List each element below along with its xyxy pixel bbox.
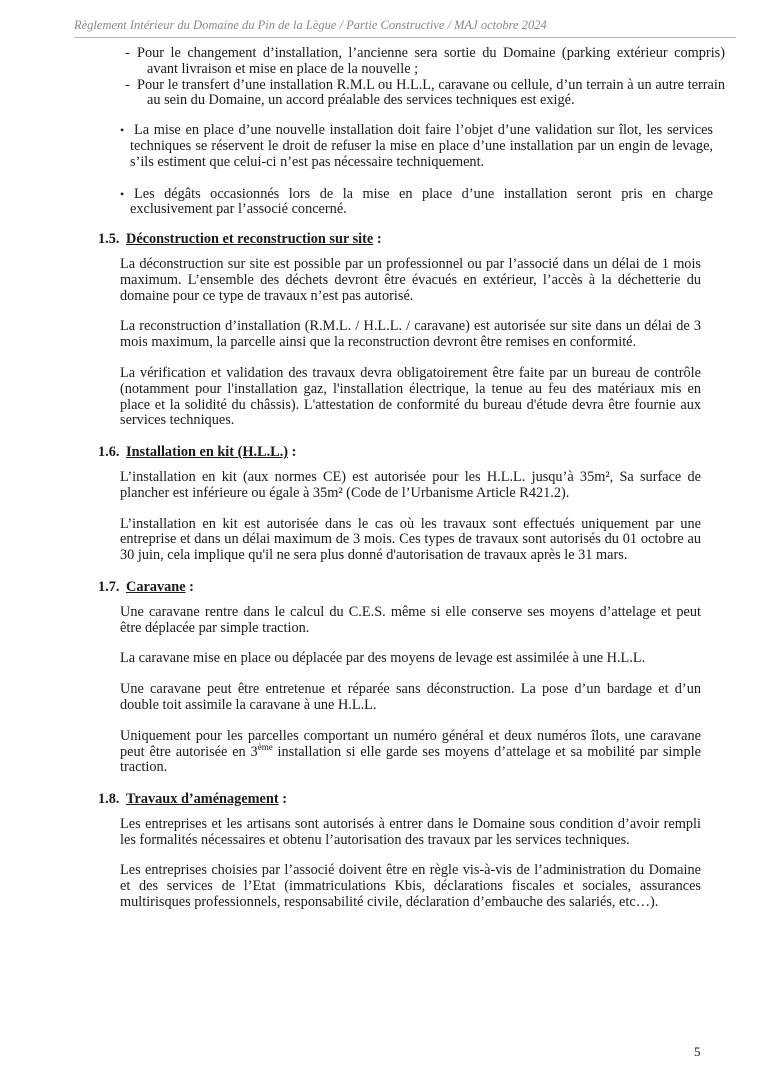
bullet-icon: • xyxy=(120,123,125,138)
section-title: Déconstruction et reconstruction sur site xyxy=(126,231,374,248)
section-heading xyxy=(98,580,768,596)
page-header: Règlement Intérieur du Domaine du Pin de la Lègue / Partie Constructive / MAJ octobre 2024 xyxy=(74,18,736,38)
section-number: 1.7. xyxy=(98,578,120,595)
section-title-suffix: : xyxy=(288,444,297,461)
page-number: 5 xyxy=(694,1044,701,1059)
section-heading xyxy=(98,232,768,248)
section-title: Caravane xyxy=(126,578,186,595)
paragraph-text: Uniquement pour les parcelles comportant un numéro général et deux numéros îlots, une caravane peut être autorisée en 3 xyxy=(120,727,701,760)
bullet-text: La mise en place d’une nouvelle installation doit faire l’objet d’une validation sur îlot, les services techniques se réservent le droit de refuser la mise en place d’une installation par un engin de levage, s’ils estiment que celui-ci n’est pas nécessaire techniquement. xyxy=(130,122,713,170)
paragraph: Une caravane rentre dans le calcul du C.E.S. même si elle conserve ses moyens d’attelage et peut être déplacée par simple traction. xyxy=(120,603,701,636)
list-item xyxy=(125,78,725,110)
paragraph: L’installation en kit (aux normes CE) est autorisée pour les H.L.L. jusqu’à 35m², Sa surface de plancher est inférieure ou égale à 35m² (Code de l’Urbanisme Article R421.2). xyxy=(120,468,701,501)
paragraph xyxy=(120,729,701,776)
list-item-text: Pour le changement d’installation, l’ancienne sera sortie du Domaine (parking extérieur compris) avant livraison et mise en place de la nouvelle ; xyxy=(137,45,725,77)
paragraph-text: installation si elle garde ses moyens d’attelage et sa mobilité par simple traction. xyxy=(120,743,701,776)
list-item-text: Pour le transfert d’une installation R.M.L ou H.L.L, caravane ou cellule, d’un terrain à un autre terrain au sein du Domaine, un accord préalable des services techniques est exigé. xyxy=(137,76,725,109)
paragraph: La déconstruction sur site est possible par un professionnel ou par l’associé dans un délai de 1 mois maximum. L’ensemble des déchets devront être évacués en extérieur, l’accès à la déchetterie du domaine pour ce type de travaux n’est pas autorisé. xyxy=(120,255,701,304)
section-title-suffix: : xyxy=(185,578,194,595)
section-title-suffix: : xyxy=(373,231,382,248)
dash-marker: - xyxy=(125,45,130,61)
section-title: Travaux d’aménagement xyxy=(126,791,279,808)
bullet-item xyxy=(120,187,713,219)
paragraph: L’installation en kit est autorisée dans le cas où les travaux sont effectués uniquement par une entreprise et dans un délai maximum de 3 mois. Ces types de travaux sont autorisés du 01 octobre au 30 juin, cela implique qu'il ne sera plus donné d'autorisation de travaux après le 31 mars. xyxy=(120,515,701,564)
section-heading xyxy=(98,445,768,461)
section-number: 1.5. xyxy=(98,231,120,248)
superscript: ème xyxy=(257,741,273,752)
section-title: Installation en kit (H.L.L.) xyxy=(126,444,289,461)
paragraph: Les entreprises choisies par l’associé doivent être en règle vis-à-vis de l’administration du Domaine et des services de l’Etat (immatriculations Kbis, déclarations fiscales et sociales, assurances multirisques professionnels, responsabilité civile, déclaration d’embauche des salariés, etc…). xyxy=(120,862,701,911)
bullet-icon: • xyxy=(120,186,125,201)
paragraph: La reconstruction d’installation (R.M.L. / H.L.L. / caravane) est autorisée sur site dans un délai de 3 mois maximum, la parcelle ainsi que la reconstruction devront être remises en conformité. xyxy=(120,318,701,351)
bullet-item xyxy=(120,123,713,170)
section-title-suffix: : xyxy=(278,791,287,808)
paragraph: Une caravane peut être entretenue et réparée sans déconstruction. La pose d’un bardage et d’un double toit assimile la caravane à une H.L.L. xyxy=(120,681,701,713)
document-body xyxy=(0,46,768,911)
paragraph: La vérification et validation des travaux devra obligatoirement être faite par un bureau de contrôle (notamment pour l'installation gaz, l'installation électrique, la tenue au feu des matériaux mis en place et la solidité du châssis). L'attestation de conformité du bureau d'étude devra être fournie aux services techniques. xyxy=(120,364,701,429)
paragraph: La caravane mise en place ou déplacée par des moyens de levage est assimilée à une H.L.L. xyxy=(120,650,646,667)
section-heading xyxy=(98,792,768,808)
dash-marker: - xyxy=(125,76,130,93)
section-number: 1.6. xyxy=(98,444,120,461)
bullet-text: Les dégâts occasionnés lors de la mise en place d’une installation seront pris en charge exclusivement par l’associé concerné. xyxy=(130,185,713,218)
paragraph: Les entreprises et les artisans sont autorisés à entrer dans le Domaine sous condition d’avoir rempli les formalités nécessaires et obtenu l’autorisation des travaux par les services techniques. xyxy=(120,815,701,848)
section-number: 1.8. xyxy=(98,791,120,808)
list-item xyxy=(125,46,725,78)
